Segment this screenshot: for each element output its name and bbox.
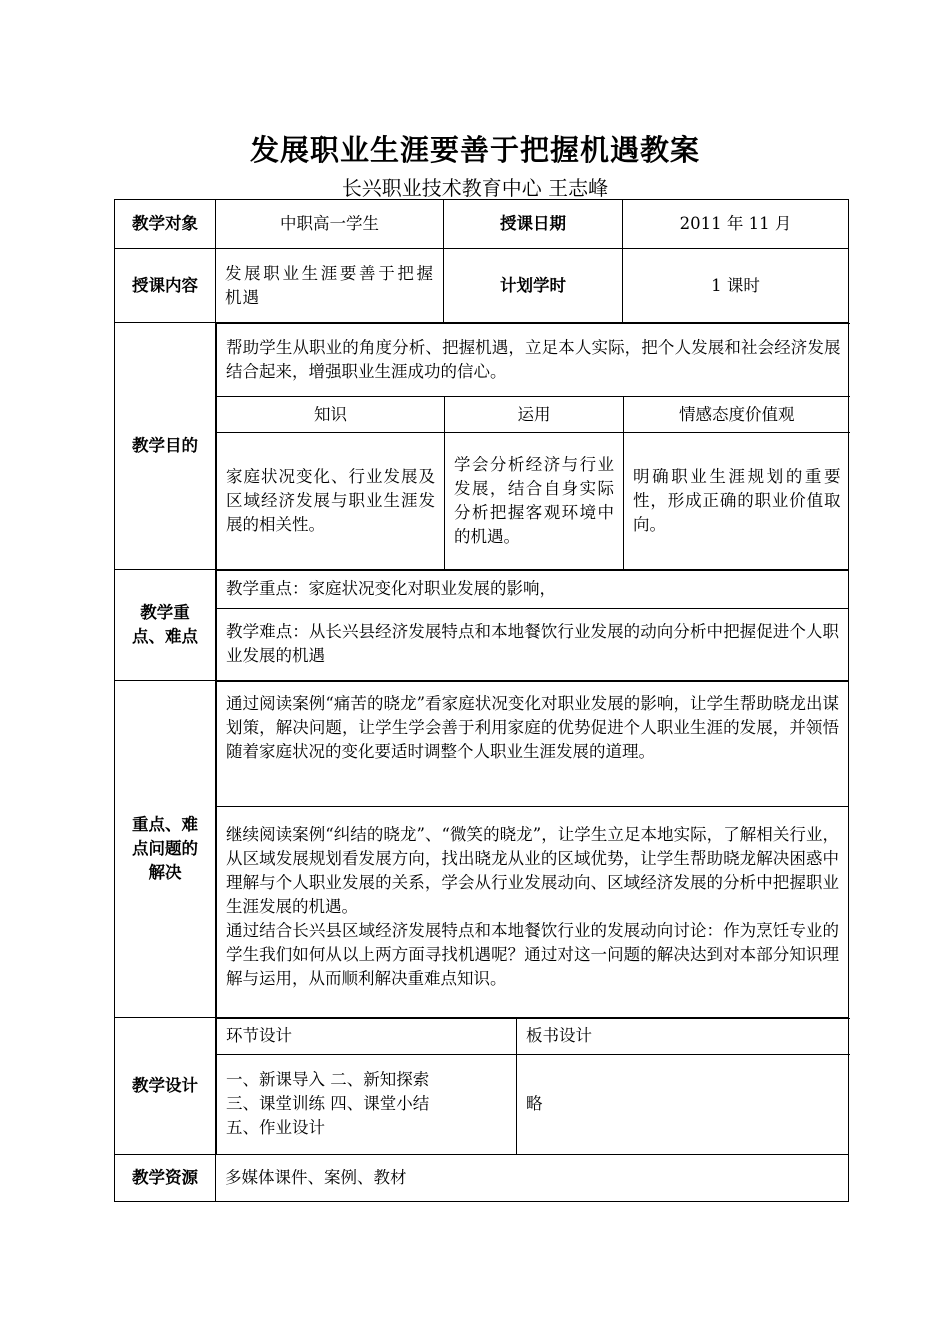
document-subtitle: 长兴职业技术教育中心 王志峰: [341, 176, 609, 200]
design-board: 略: [517, 1054, 850, 1154]
key-section: [216, 569, 849, 681]
design-steps: [217, 1054, 517, 1154]
table-row: [115, 681, 849, 1018]
table-row: [115, 1155, 849, 1202]
goal-header-application: 运用: [445, 397, 624, 433]
date-value: 2011 年 11 月: [623, 200, 849, 249]
goal-text: 帮助学生从职业的角度分析、把握机遇，立足本人实际，把个人发展和社会经济发展结合起来，增强职业生涯成功的信心。: [217, 324, 850, 397]
solve-text-2b: 通过结合长兴县区域经济发展特点和本地餐饮行业的发展动向讨论：作为烹饪专业的学生我们如何从以上两方面寻找机遇呢？通过对这一问题的解决达到对本部分知识理解与运用，从而顺利解决重难点知识。: [226, 921, 839, 988]
table-row: [115, 323, 849, 570]
goal-header-values: 情感态度价值观: [624, 397, 850, 433]
design-step-line: 一、新课导入 二、新知探索: [226, 1070, 430, 1090]
table-row: [115, 200, 849, 249]
content-value: 发展职业生涯要善于把握机遇: [216, 249, 444, 323]
solve-label: 重点、难点问题的解决: [115, 681, 216, 1018]
solve-section: [216, 681, 849, 1018]
solve-text-2a: 继续阅读案例“纠结的晓龙”、“微笑的晓龙”，让学生立足本地实际，了解相关行业，从区域发展规划看发展方向，找出晓龙从业的区域优势，让学生帮助晓龙解决困惑中理解与个人职业发展的关系，学会从行业发展动向、区域经济发展的分析中把握职业生涯发展的机遇。: [226, 825, 839, 916]
table-row: [115, 249, 849, 323]
content-label: 授课内容: [115, 249, 216, 323]
goal-cell-knowledge: 家庭状况变化、行业发展及区域经济发展与职业生涯发展的相关性。: [217, 433, 445, 569]
lesson-plan-table: [114, 199, 849, 1202]
goal-cell-values: 明确职业生涯规划的重要性，形成正确的职业价值取向。: [624, 433, 850, 569]
goal-inner-table: [216, 323, 850, 569]
design-header-steps: 环节设计: [217, 1018, 517, 1054]
goal-header-knowledge: 知识: [217, 397, 445, 433]
resource-label: 教学资源: [115, 1155, 216, 1202]
resource-value: 多媒体课件、案例、教材: [216, 1155, 849, 1202]
hours-value: 1 课时: [623, 249, 849, 323]
solve-text-2: [217, 807, 849, 1017]
target-label: 教学对象: [115, 200, 216, 249]
table-row: [115, 1017, 849, 1155]
goal-section: [216, 323, 849, 570]
key-label: 教学重点、难点: [115, 569, 216, 681]
target-value: 中职高一学生: [216, 200, 444, 249]
solve-text-1: 通过阅读案例“痛苦的晓龙”看家庭状况变化对职业发展的影响，让学生帮助晓龙出谋划策，解决问题，让学生学会善于利用家庭的优势促进个人职业生涯的发展，并领悟随着家庭状况的变化要适时调整个人职业生涯发展的道理。: [217, 682, 849, 807]
goal-cell-application: 学会分析经济与行业发展，结合自身实际分析把握客观环境中的机遇。: [445, 433, 624, 569]
table-row: [115, 569, 849, 681]
design-step-line: 五、作业设计: [226, 1118, 325, 1138]
document-title: 发展职业生涯要善于把握机遇教案: [249, 133, 700, 167]
design-section: [216, 1017, 849, 1155]
goal-label: 教学目的: [115, 323, 216, 570]
date-label: 授课日期: [444, 200, 623, 249]
difficult-point: 教学难点：从长兴县经济发展特点和本地餐饮行业发展的动向分析中把握促进个人职业发展的机遇: [217, 608, 849, 680]
design-label: 教学设计: [115, 1017, 216, 1155]
hours-label: 计划学时: [444, 249, 623, 323]
design-header-board: 板书设计: [517, 1018, 850, 1054]
key-point: 教学重点：家庭状况变化对职业发展的影响，: [217, 570, 849, 608]
design-step-line: 三、课堂训练 四、课堂小结: [226, 1094, 430, 1114]
